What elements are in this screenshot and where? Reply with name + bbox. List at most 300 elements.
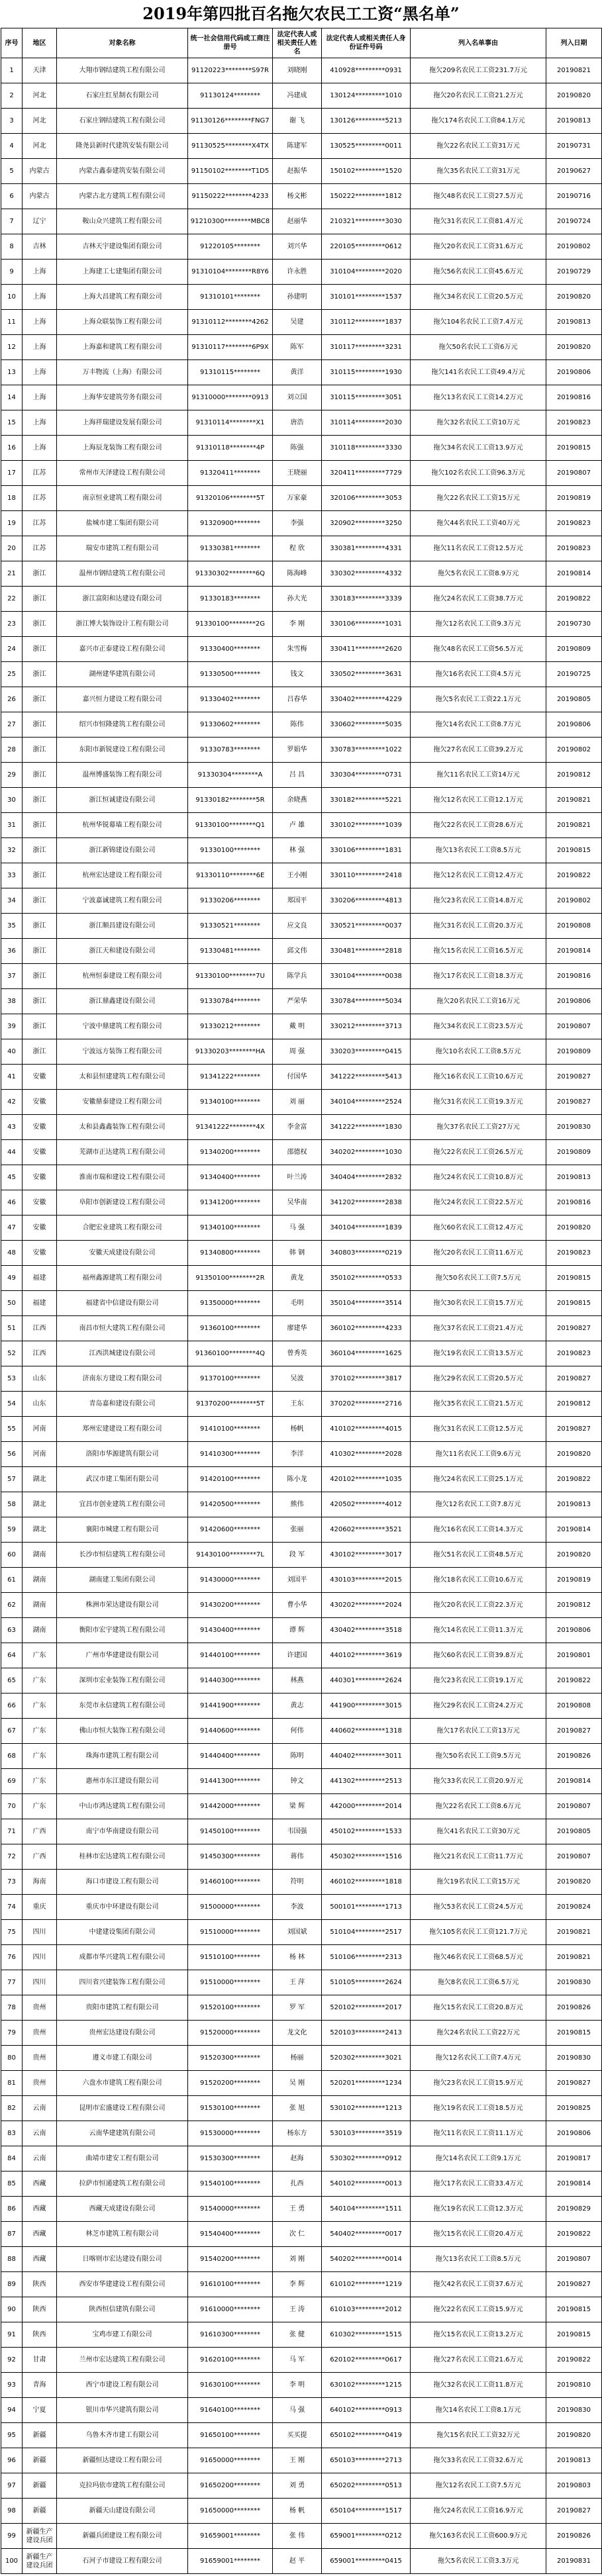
cell-region: 上海 [23,436,57,461]
cell-legal-rep: 杨丽 [273,2046,322,2071]
cell-legal-rep: 郑国平 [273,888,322,914]
table-row [1,109,602,134]
cell-id-number: 650102*********0419 [322,2423,411,2448]
cell-index: 11 [1,310,23,335]
cell-date: 20190819 [546,486,602,511]
cell-id-number: 500101*********1713 [322,1895,411,1920]
cell-region: 浙江 [23,687,57,712]
cell-legal-rep: 熊伟 [273,1492,322,1517]
cell-region: 上海 [23,335,57,360]
cell-entity-name: 嘉兴市正泰建设工程有限公司 [57,637,188,662]
table-row [1,159,602,184]
table-row [1,260,602,285]
cell-entity-name: 上海嘉和建筑工程有限公司 [57,335,188,360]
table-row [1,1643,602,1668]
cell-legal-rep: 应文良 [273,914,322,939]
cell-legal-rep: 赵振华 [273,159,322,184]
cell-legal-rep: 罗 军 [273,1995,322,2021]
cell-region: 青海 [23,2373,57,2398]
cell-credit-code: 91330100********2G [188,612,273,637]
cell-id-number: 441302*********2513 [322,1769,411,1794]
cell-date: 20190820 [546,285,602,310]
cell-entity-name: 中山市鸿达建筑工程有限公司 [57,1794,188,1819]
table-row [1,285,602,310]
cell-region: 上海 [23,310,57,335]
cell-region: 湖北 [23,1467,57,1492]
cell-region: 甘肃 [23,2348,57,2373]
cell-credit-code: 91442000******** [188,1794,273,1819]
cell-reason: 拖欠51名农民工工资48.5万元 [411,1543,546,1568]
header-row [1,28,602,58]
blacklist-table [1,28,602,2574]
cell-region: 广东 [23,1693,57,1719]
cell-index: 60 [1,1543,23,1568]
cell-legal-rep: 黄洋 [273,360,322,385]
table-row [1,2448,602,2473]
table-row [1,2146,602,2171]
table-row [1,1291,602,1316]
table-row [1,712,602,738]
cell-entity-name: 林芝市建筑工程有限公司 [57,2222,188,2247]
table-row [1,989,602,1014]
cell-region: 四川 [23,1945,57,1970]
cell-index: 72 [1,1844,23,1870]
cell-region: 辽宁 [23,209,57,234]
cell-date: 20190821 [546,58,602,83]
table-row [1,1090,602,1115]
cell-legal-rep: 林燕 [273,1668,322,1693]
cell-reason: 拖欠20名农民工工资22.3万元 [411,1593,546,1618]
cell-reason: 拖欠23名农民工工资14.8万元 [411,888,546,914]
cell-reason: 拖欠23名农民工工资19.1万元 [411,1668,546,1693]
cell-date: 20190820 [546,335,602,360]
cell-reason: 拖欠50名农民工工资7.5万元 [411,1266,546,1291]
cell-reason: 拖欠15名农民工工资20.8万元 [411,1995,546,2021]
cell-index: 91 [1,2322,23,2348]
table-row [1,1819,602,1844]
cell-reason: 拖欠17名农民工工资18.3万元 [411,964,546,989]
cell-region: 浙江 [23,1039,57,1065]
cell-reason: 拖欠19名农民工工资15万元 [411,1870,546,1895]
cell-reason: 拖欠46名农民工工资68.5万元 [411,1945,546,1970]
cell-legal-rep: 杨 林 [273,1945,322,1970]
cell-region: 浙江 [23,637,57,662]
cell-id-number: 659001*********0415 [322,2549,411,2574]
table-row [1,863,602,888]
cell-credit-code: 91520100******** [188,1995,273,2021]
cell-legal-rep: 吴建 [273,310,322,335]
cell-entity-name: 盐城市建工集团有限公司 [57,511,188,536]
cell-date: 20190814 [546,2171,602,2197]
table-row [1,738,602,763]
cell-reason: 拖欠22名农民工工资15.9万元 [411,2297,546,2322]
table-row [1,1668,602,1693]
cell-region: 浙江 [23,612,57,637]
cell-legal-rep: 赵 平 [273,2549,322,2574]
cell-legal-rep: 李 辉 [273,2272,322,2297]
cell-entity-name: 珠海市建筑工程有限公司 [57,1744,188,1769]
cell-id-number: 130124*********1010 [322,83,411,109]
cell-credit-code: 91330182********5R [188,788,273,813]
cell-id-number: 650202*********0513 [322,2473,411,2499]
cell-date: 20190816 [546,964,602,989]
cell-credit-code: 91430200******** [188,1593,273,1618]
cell-entity-name: 宁波嘉诚建筑工程有限公司 [57,888,188,914]
cell-id-number: 420602*********3521 [322,1517,411,1543]
cell-credit-code: 91440400******** [188,1744,273,1769]
cell-index: 30 [1,788,23,813]
table-row [1,83,602,109]
cell-region: 浙江 [23,863,57,888]
cell-date: 20190725 [546,662,602,687]
cell-region: 浙江 [23,763,57,788]
cell-credit-code: 91330381******** [188,536,273,561]
cell-credit-code: 91540200******** [188,2247,273,2272]
cell-id-number: 440102*********3619 [322,1643,411,1668]
cell-id-number: 330602*********5035 [322,712,411,738]
cell-credit-code: 91150222********4233 [188,184,273,209]
cell-credit-code: 91420600******** [188,1517,273,1543]
header-entity-name: 对象名称 [57,28,188,58]
cell-id-number: 330106*********1031 [322,612,411,637]
cell-index: 81 [1,2071,23,2096]
cell-credit-code: 91320106********5T [188,486,273,511]
cell-date: 20190830 [546,1115,602,1140]
cell-reason: 拖欠27名农民工工资39.2万元 [411,738,546,763]
cell-date: 20190827 [546,1719,602,1744]
cell-reason: 拖欠16名农民工工资10.6万元 [411,1065,546,1090]
cell-credit-code: 91340800******** [188,1241,273,1266]
cell-entity-name: 桂林市宏达建筑工程有限公司 [57,1844,188,1870]
cell-id-number: 340803*********0219 [322,1241,411,1266]
cell-id-number: 350104*********3514 [322,1291,411,1316]
cell-legal-rep: 谭 辉 [273,1618,322,1643]
table-row [1,1165,602,1190]
cell-credit-code: 91659001******** [188,2524,273,2549]
cell-index: 33 [1,863,23,888]
cell-index: 3 [1,109,23,134]
cell-legal-rep: 李波 [273,1895,322,1920]
cell-region: 上海 [23,285,57,310]
cell-legal-rep: 杨 帆 [273,2499,322,2524]
cell-entity-name: 六盘水市建筑工程有限公司 [57,2071,188,2096]
cell-legal-rep: 王 刚 [273,2448,322,2473]
cell-reason: 拖欠16名农民工工资14.3万元 [411,1517,546,1543]
cell-region: 安徽 [23,1241,57,1266]
cell-entity-name: 浙江恒诚建设有限公司 [57,788,188,813]
cell-id-number: 640102*********0913 [322,2398,411,2423]
cell-entity-name: 四川省兴建装饰工程有限公司 [57,1970,188,1995]
cell-region: 湖南 [23,1618,57,1643]
table-row [1,763,602,788]
header-reason: 列入名单事由 [411,28,546,58]
table-row [1,964,602,989]
cell-credit-code: 91540100******** [188,2171,273,2197]
cell-legal-rep: 许永胜 [273,260,322,285]
cell-credit-code: 91540400******** [188,2222,273,2247]
cell-credit-code: 91340100******** [188,1216,273,1241]
table-row [1,637,602,662]
cell-entity-name: 鞍山众兴建筑工程有限公司 [57,209,188,234]
cell-entity-name: 株洲市荣达建设有限公司 [57,1593,188,1618]
cell-reason: 拖欠48名农民工工资56.5万元 [411,637,546,662]
table-row [1,914,602,939]
cell-id-number: 330302*********4332 [322,561,411,587]
cell-date: 20190824 [546,1895,602,1920]
cell-region: 安徽 [23,1065,57,1090]
cell-legal-rep: 王东 [273,1392,322,1417]
cell-index: 21 [1,561,23,587]
cell-region: 广西 [23,1819,57,1844]
cell-legal-rep: 余晓燕 [273,788,322,813]
cell-region: 福建 [23,1266,57,1291]
cell-id-number: 530302*********0912 [322,2146,411,2171]
cell-credit-code: 91510000******** [188,1920,273,1945]
document-title: 2019年第四批百名拖欠农民工工资“黑名单” [142,4,460,23]
cell-legal-rep: 马 强 [273,2398,322,2423]
cell-id-number: 610302*********1515 [322,2322,411,2348]
cell-date: 20190827 [546,2499,602,2524]
cell-legal-rep: 朱雪梅 [273,637,322,662]
cell-index: 14 [1,385,23,410]
cell-id-number: 370202*********2716 [322,1392,411,1417]
cell-id-number: 520302*********3021 [322,2046,411,2071]
cell-entity-name: 大翔市钢结建筑工程有限公司 [57,58,188,83]
cell-region: 江苏 [23,461,57,486]
cell-credit-code: 91330203********HA [188,1039,273,1065]
cell-entity-name: 浙江顺昌建设有限公司 [57,914,188,939]
cell-credit-code: 91210300********MBC8 [188,209,273,234]
cell-date: 20190815 [546,2021,602,2046]
cell-credit-code: 91650200******** [188,2473,273,2499]
cell-region: 江苏 [23,486,57,511]
cell-region: 安徽 [23,1165,57,1190]
cell-region: 山东 [23,1366,57,1392]
cell-date: 20190813 [546,1165,602,1190]
cell-date: 20190813 [546,1492,602,1517]
cell-reason: 拖欠12名农民工工资9.3万元 [411,612,546,637]
table-row [1,58,602,83]
cell-legal-rep: 许建国 [273,1643,322,1668]
cell-reason: 拖欠20名农民工工资21.2万元 [411,83,546,109]
cell-region: 广东 [23,1744,57,1769]
cell-legal-rep: 刘 刚 [273,2247,322,2272]
table-row [1,2549,602,2574]
cell-region: 安徽 [23,1140,57,1165]
cell-index: 88 [1,2247,23,2272]
cell-legal-rep: 刘兴华 [273,234,322,260]
cell-reason: 拖欠105名农民工工资121.7万元 [411,1920,546,1945]
table-row [1,1769,602,1794]
cell-id-number: 341202*********2838 [322,1190,411,1216]
cell-reason: 拖欠48名农民工工资27.5万元 [411,184,546,209]
cell-id-number: 441900*********3015 [322,1693,411,1719]
cell-date: 20190827 [546,1366,602,1392]
cell-index: 19 [1,511,23,536]
cell-legal-rep: 李 明 [273,2373,322,2398]
cell-id-number: 310104*********2020 [322,260,411,285]
cell-reason: 拖欠22名农民工工资28.6万元 [411,813,546,838]
cell-date: 20190729 [546,260,602,285]
cell-date: 20190825 [546,2096,602,2121]
table-row [1,486,602,511]
cell-date: 20190812 [546,763,602,788]
cell-date: 20190809 [546,1039,602,1065]
cell-region: 贵州 [23,1995,57,2021]
cell-index: 61 [1,1568,23,1593]
table-row [1,360,602,385]
cell-region: 浙江 [23,813,57,838]
cell-date: 20190716 [546,184,602,209]
cell-credit-code: 91510000******** [188,1970,273,1995]
cell-reason: 拖欠5名农民工工资22.1万元 [411,687,546,712]
cell-reason: 拖欠35名农民工工资21.5万元 [411,1392,546,1417]
cell-reason: 拖欠14名农民工工资9.1万元 [411,2146,546,2171]
cell-id-number: 650104*********1517 [322,2499,411,2524]
cell-date: 20190827 [546,2272,602,2297]
cell-reason: 拖欠22名农民工工资15万元 [411,486,546,511]
cell-region: 宁夏 [23,2398,57,2423]
cell-id-number: 310118*********3330 [322,436,411,461]
cell-region: 福建 [23,1291,57,1316]
cell-id-number: 659001*********0212 [322,2524,411,2549]
cell-reason: 拖欠13名农民工工资14.2万元 [411,385,546,410]
cell-reason: 拖欠14名农民工工资8.7万元 [411,712,546,738]
cell-index: 63 [1,1618,23,1643]
cell-reason: 拖欠24名农民工工资22.5万元 [411,1190,546,1216]
cell-credit-code: 91650000******** [188,2499,273,2524]
cell-id-number: 430103*********2015 [322,1568,411,1593]
cell-entity-name: 上海众联装饰工程有限公司 [57,310,188,335]
cell-reason: 拖欠163名农民工工资600.9万元 [411,2524,546,2549]
cell-region: 河北 [23,134,57,159]
cell-id-number: 510106*********2313 [322,1945,411,1970]
table-row [1,310,602,335]
cell-index: 90 [1,2297,23,2322]
cell-credit-code: 91330110********6E [188,863,273,888]
cell-credit-code: 91310114********X1 [188,410,273,436]
cell-date: 20190808 [546,1693,602,1719]
cell-legal-rep: 陈军 [273,335,322,360]
cell-credit-code: 91330304********A [188,763,273,788]
cell-id-number: 150222*********1812 [322,184,411,209]
cell-entity-name: 浙江富阳和达建设有限公司 [57,587,188,612]
cell-date: 20190829 [546,2197,602,2222]
cell-region: 安徽 [23,1216,57,1241]
cell-entity-name: 郑州宏建建设工程有限公司 [57,1417,188,1442]
cell-region: 广东 [23,1643,57,1668]
cell-credit-code: 91450300******** [188,1844,273,1870]
cell-legal-rep: 刘国平 [273,1568,322,1593]
table-row [1,2121,602,2146]
cell-region: 上海 [23,260,57,285]
cell-date: 20190820 [546,1543,602,1568]
cell-legal-rep: 吕 昌 [273,763,322,788]
cell-index: 25 [1,662,23,687]
cell-legal-rep: 韩 钢 [273,1241,322,1266]
cell-legal-rep: 刘国斌 [273,1920,322,1945]
cell-legal-rep: 冯建成 [273,83,322,109]
cell-index: 82 [1,2096,23,2121]
cell-legal-rep: 曾秀英 [273,1341,322,1366]
table-row [1,2373,602,2398]
cell-legal-rep: 符明 [273,1870,322,1895]
cell-region: 陕西 [23,2322,57,2348]
cell-id-number: 330481*********2818 [322,939,411,964]
cell-index: 96 [1,2448,23,2473]
cell-entity-name: 西藏天成建设有限公司 [57,2197,188,2222]
cell-index: 45 [1,1165,23,1190]
cell-reason: 拖欠11名农民工工资14万元 [411,763,546,788]
cell-index: 23 [1,612,23,637]
cell-reason: 拖欠24名农民工工资38.7万元 [411,587,546,612]
cell-entity-name: 南宁市华南建设有限公司 [57,1819,188,1844]
cell-date: 20190822 [546,587,602,612]
cell-region: 广东 [23,1769,57,1794]
cell-credit-code: 91130124******** [188,83,273,109]
cell-region: 广东 [23,1719,57,1744]
cell-reason: 拖欠10名农民工工资8.5万元 [411,1039,546,1065]
cell-reason: 拖欠41名农民工工资30万元 [411,1819,546,1844]
cell-id-number: 330381*********4331 [322,536,411,561]
cell-reason: 拖欠32名农民工工资11.8万元 [411,2373,546,2398]
cell-legal-rep: 孙建明 [273,285,322,310]
cell-legal-rep: 赵丽华 [273,209,322,234]
cell-index: 93 [1,2373,23,2398]
cell-reason: 拖欠34名农民工工资20.5万元 [411,285,546,310]
table-body [1,58,602,2574]
table-row [1,1970,602,1995]
cell-index: 10 [1,285,23,310]
cell-legal-rep: 李强 [273,511,322,536]
cell-credit-code: 91310101******** [188,285,273,310]
cell-region: 湖北 [23,1517,57,1543]
cell-region: 上海 [23,410,57,436]
cell-region: 西藏 [23,2222,57,2247]
cell-id-number: 540202*********0014 [322,2247,411,2272]
cell-index: 41 [1,1065,23,1090]
cell-entity-name: 杭州华锐幕墙工程有限公司 [57,813,188,838]
cell-entity-name: 广州市华建建设有限公司 [57,1643,188,1668]
table-row [1,1392,602,1417]
cell-credit-code: 91310000********0913 [188,385,273,410]
cell-reason: 拖欠24名农民工工资22万元 [411,2021,546,2046]
table-row [1,2021,602,2046]
cell-entity-name: 浙江天和建设有限公司 [57,939,188,964]
cell-legal-rep: 王 勇 [273,2197,322,2222]
cell-reason: 拖欠22名农民工工资31万元 [411,134,546,159]
cell-entity-name: 银川市华兴建筑有限公司 [57,2398,188,2423]
cell-credit-code: 91220105******** [188,234,273,260]
cell-index: 56 [1,1442,23,1467]
cell-legal-rep: 梁 辉 [273,1794,322,1819]
cell-date: 20190827 [546,1090,602,1115]
cell-region: 云南 [23,2146,57,2171]
cell-reason: 拖欠23名农民工工资15.9万元 [411,2071,546,2096]
cell-date: 20190812 [546,1392,602,1417]
cell-credit-code: 91341222******** [188,1065,273,1090]
cell-index: 48 [1,1241,23,1266]
cell-id-number: 420502*********4012 [322,1492,411,1517]
cell-date: 20190823 [546,1241,602,1266]
cell-id-number: 330110*********2418 [322,863,411,888]
cell-id-number: 220105*********0612 [322,234,411,260]
cell-reason: 拖欠30名农民工工资15.7万元 [411,1291,546,1316]
cell-date: 20190801 [546,1643,602,1668]
cell-reason: 拖欠53名农民工工资24.5万元 [411,1895,546,1920]
cell-region: 江苏 [23,511,57,536]
cell-reason: 拖欠29名农民工工资20.5万元 [411,1366,546,1392]
